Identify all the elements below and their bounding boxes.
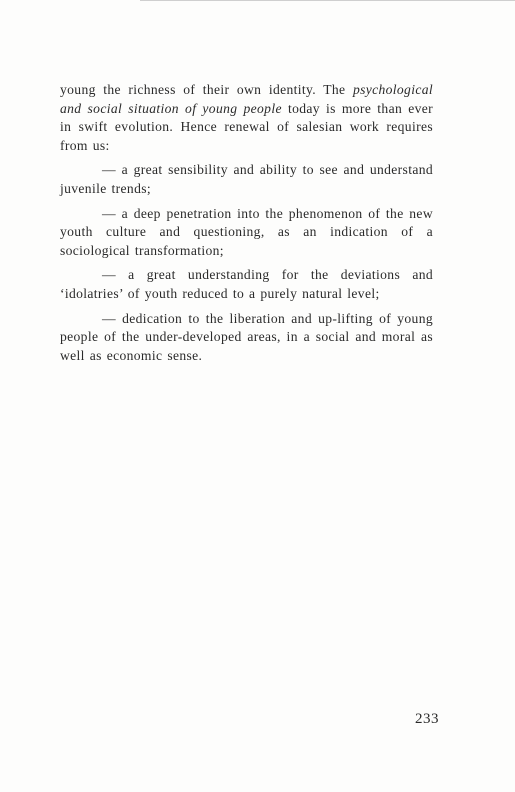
intro-emphasis: psychological and social situation of young people bbox=[60, 82, 433, 116]
list-item: — a great understanding for the deviations and ‘idolatries’ of youth reduced to a purely natural level; bbox=[60, 267, 433, 301]
list-item: — a deep penetration into the phenomenon of the new youth culture and questioning, as an indication of a sociological transformation; bbox=[60, 205, 433, 258]
intro-text-end: today is more than ever in swift evolution. Hence renewal of salesian work requires from us: bbox=[60, 100, 433, 153]
list-item: — a great sensibility and ability to see and understand juvenile trends; bbox=[60, 162, 433, 196]
intro-text-start: young the richness of their own identity. The bbox=[60, 82, 353, 97]
body-text bbox=[60, 81, 433, 365]
list-item: — dedication to the liberation and up-lifting of young people of the under-developed areas, in a social and moral as well as economic sense. bbox=[60, 310, 433, 363]
intro-paragraph bbox=[60, 81, 433, 155]
top-edge-rule bbox=[140, 0, 515, 1]
page-number: 233 bbox=[415, 711, 439, 727]
